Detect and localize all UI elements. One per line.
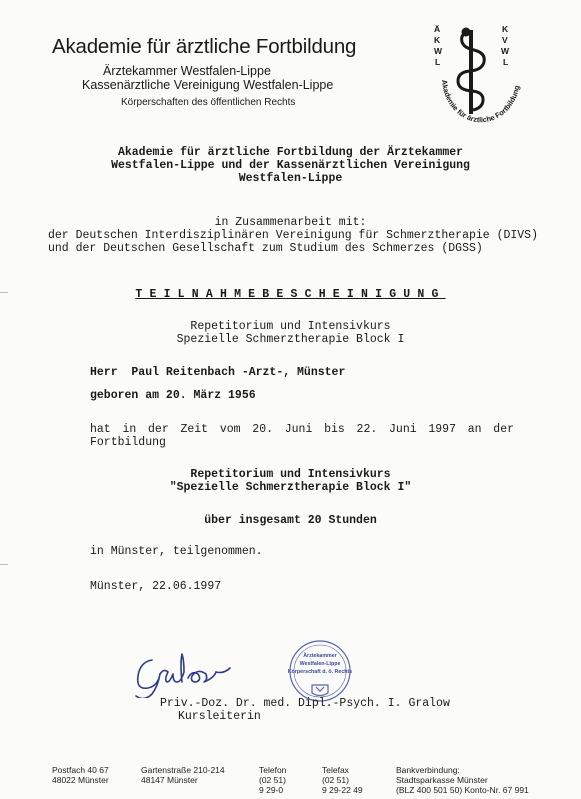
header-chamber: Ärztekammer Westfalen-Lippe — [103, 64, 271, 78]
stamp-text-2: Westfalen-Lippe — [299, 661, 341, 667]
fold-mark — [0, 292, 8, 293]
organizer-line-2: Westfalen-Lippe und der Kassenärztlichen Vereinigung — [111, 159, 470, 172]
course-title-line-1: Repetitorium und Intensivkurs — [190, 468, 391, 481]
academy-title: Akademie für ärztliche Fortbildung — [52, 35, 357, 58]
footer-address: Gartenstraße 210-214 48147 Münster — [141, 765, 225, 785]
signer-role: Kursleiterin — [178, 710, 261, 723]
logo-letters-right — [501, 24, 510, 67]
footer-bank: Bankverbindung: Stadtsparkasse Münster (BLZ 400 501 50) Konto-Nr. 67 991 — [396, 765, 529, 795]
header-legal-form: Körperschaften des öffentlichen Rechts — [121, 97, 296, 108]
footer-telefon: Telefon (02 51) 9 29-0 — [259, 765, 287, 795]
footer-postfach: Postfach 40 67 48022 Münster — [52, 765, 109, 785]
course-title-line-2: "Spezielle Schmerztherapie Block I" — [169, 481, 412, 494]
footer-telefax: Telefax (02 51) 9 29-22 49 — [322, 765, 363, 795]
svg-text:K: K — [502, 24, 509, 34]
svg-text:V: V — [502, 35, 508, 45]
svg-text:K: K — [434, 35, 441, 45]
issue-date: Münster, 22.06.1997 — [90, 580, 222, 593]
organizer-line-1: Akademie für ärztliche Fortbildung der Ärztekammer — [117, 146, 464, 159]
fold-mark — [0, 564, 8, 565]
stamp-text-1: Ärztekammer — [303, 653, 337, 659]
caduceus-icon — [458, 29, 484, 114]
organizer-line-3: Westfalen-Lippe — [238, 172, 343, 185]
attendance-period: hat in der Zeit vom 20. Juni bis 22. Juni 1997 an der — [90, 423, 514, 436]
header-association: Kassenärztliche Vereinigung Westfalen-Lippe — [82, 78, 334, 92]
cooperation-intro: in Zusammenarbeit mit: — [214, 216, 367, 229]
participant-birthdate: geboren am 20. März 1956 — [90, 389, 256, 402]
svg-text:Ä: Ä — [434, 24, 441, 34]
course-hours: über insgesamt 20 Stunden — [204, 514, 377, 527]
svg-text:W: W — [501, 46, 510, 56]
logo-arc-text: Akademie für ärztliche Fortbildung — [439, 79, 522, 125]
stamp-text-3: Körperschaft d. ö. Rechts — [287, 669, 353, 675]
attendance-place: in Münster, teilgenommen. — [90, 545, 263, 558]
cooperation-dgss: und der Deutschen Gesellschaft zum Studium des Schmerzes (DGSS) — [48, 242, 483, 255]
attendance-period-cont: Fortbildung — [90, 436, 166, 449]
participant-name: Herr Paul Reitenbach -Arzt-, Münster — [90, 366, 346, 379]
document-title: TEILNAHMEBESCHEINIGUNG — [135, 288, 446, 301]
svg-text:L: L — [503, 57, 509, 67]
svg-text:W: W — [434, 46, 443, 56]
logo-letters-left — [434, 24, 443, 67]
cooperation-divs: der Deutschen Interdisziplinären Vereinigung für Schmerztherapie (DIVS) — [48, 229, 538, 242]
course-header-line-1: Repetitorium und Intensivkurs — [190, 320, 391, 333]
course-header-line-2: Spezielle Schmerztherapie Block I — [176, 333, 405, 346]
academy-logo — [420, 18, 535, 138]
signer-name: Priv.-Doz. Dr. med. Dipl.-Psych. I. Gralow — [160, 697, 450, 710]
handwritten-signature — [130, 648, 280, 698]
svg-text:L: L — [435, 57, 441, 67]
